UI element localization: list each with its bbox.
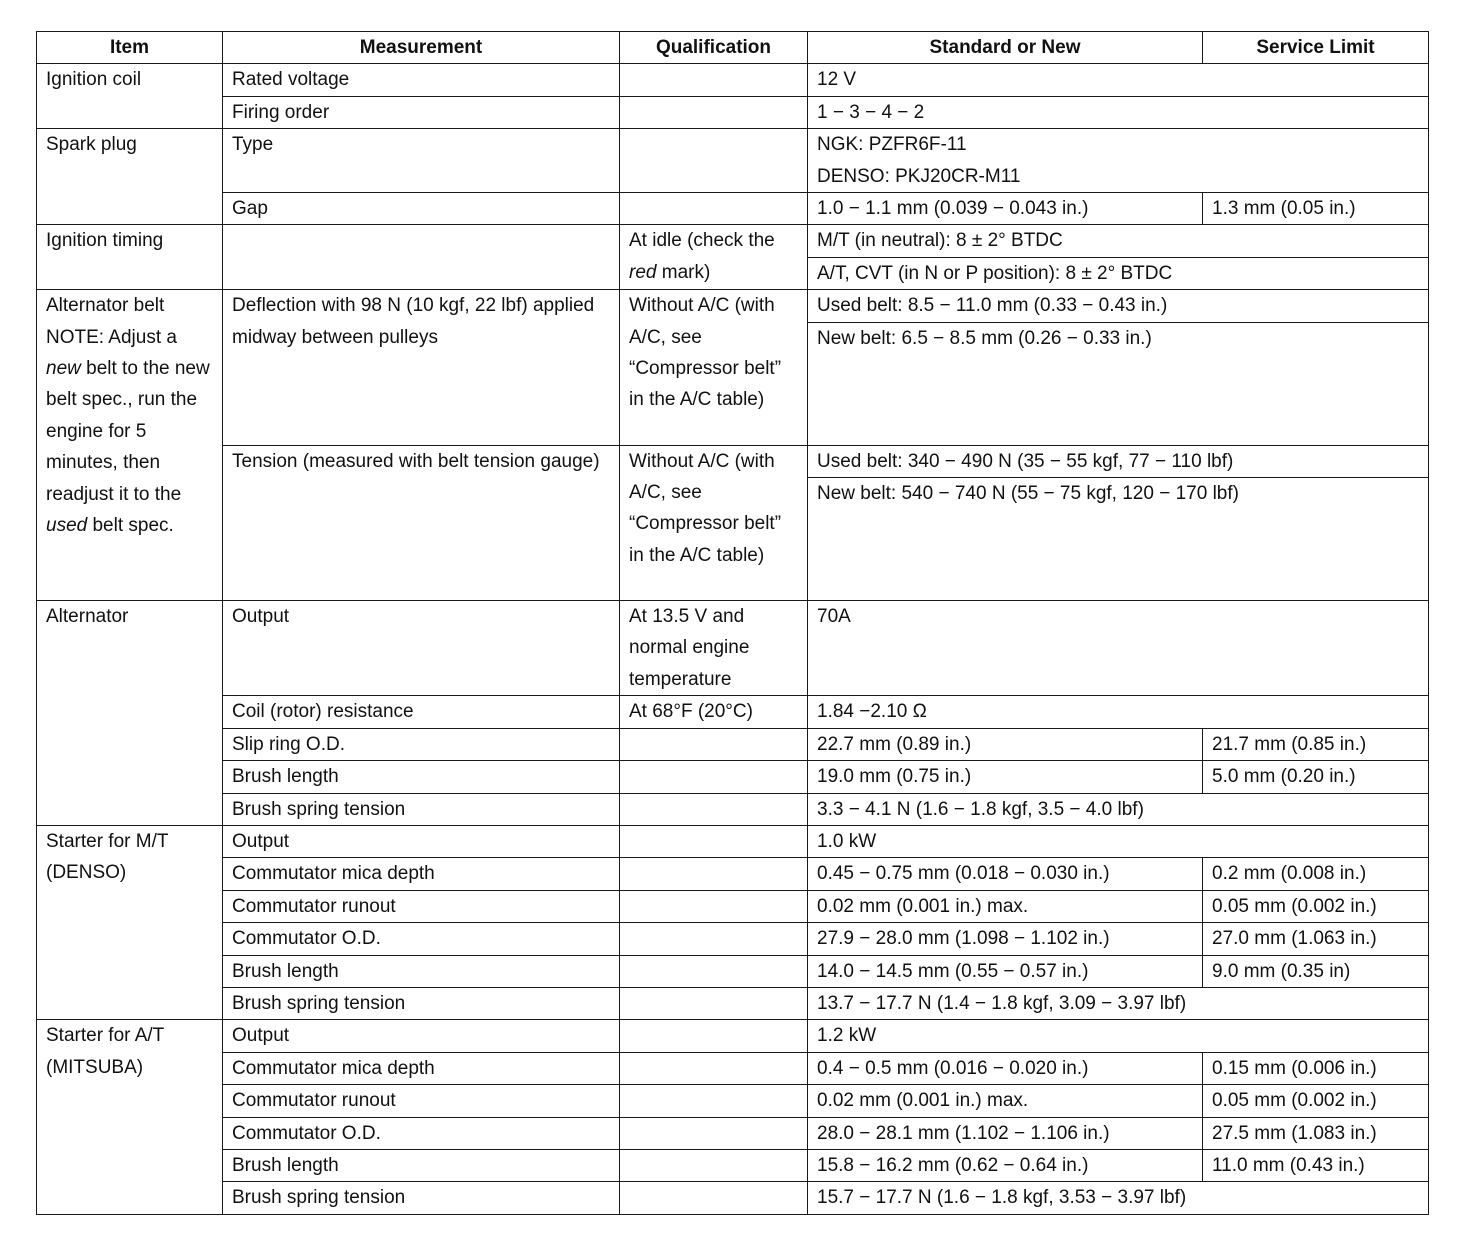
standard-cell: New belt: 6.5 − 8.5 mm (0.26 − 0.33 in.): [808, 322, 1429, 445]
standard-cell: 1.0 − 1.1 mm (0.039 − 0.043 in.): [808, 193, 1203, 225]
service-limit-cell: 5.0 mm (0.20 in.): [1203, 761, 1429, 793]
measurement-cell: Commutator mica depth: [223, 1052, 620, 1084]
measurement-cell: Firing order: [223, 96, 620, 128]
measurement-cell: Brush spring tension: [223, 1182, 620, 1214]
service-limit-cell: 0.2 mm (0.008 in.): [1203, 858, 1429, 890]
measurement-cell: Brush spring tension: [223, 793, 620, 825]
table-row: [37, 1052, 1429, 1084]
service-limit-cell: 9.0 mm (0.35 in): [1203, 955, 1429, 987]
item-cell: Spark plug: [37, 129, 223, 225]
standard-cell: 1.84 −2.10 Ω: [808, 696, 1429, 728]
service-limit-cell: 0.05 mm (0.002 in.): [1203, 890, 1429, 922]
standard-cell: M/T (in neutral): 8 ± 2° BTDC: [808, 225, 1429, 257]
header-service-limit: Service Limit: [1203, 32, 1429, 64]
measurement-cell: Output: [223, 601, 620, 696]
item-cell: [37, 1020, 223, 1214]
table-row: [37, 1020, 1429, 1052]
measurement-cell: Brush length: [223, 955, 620, 987]
table-row: [37, 129, 1429, 193]
standard-cell: Used belt: 8.5 − 11.0 mm (0.33 − 0.43 in.): [808, 290, 1429, 322]
standard-cell: 1.0 kW: [808, 825, 1429, 857]
table-row: [37, 601, 1429, 696]
starter-at-maker: (MITSUBA): [46, 1056, 144, 1078]
table-row: [37, 1117, 1429, 1149]
measurement-cell: Brush length: [223, 761, 620, 793]
measurement-cell: Brush spring tension: [223, 987, 620, 1019]
table-row: [37, 923, 1429, 955]
table-row: [37, 696, 1429, 728]
table-row: [37, 793, 1429, 825]
belt-note-text-3: belt spec.: [87, 515, 174, 537]
table-row: [37, 987, 1429, 1019]
standard-cell: A/T, CVT (in N or P position): 8 ± 2° BTDC: [808, 257, 1429, 289]
qualification-cell: [620, 955, 808, 987]
qualification-cell: [620, 793, 808, 825]
qualification-cell: [620, 858, 808, 890]
measurement-cell: Rated voltage: [223, 64, 620, 96]
standard-cell: New belt: 540 − 740 N (55 − 75 kgf, 120 − 170 lbf): [808, 478, 1429, 601]
header-qualification: Qualification: [620, 32, 808, 64]
standard-cell: 15.8 − 16.2 mm (0.62 − 0.64 in.): [808, 1149, 1203, 1181]
table-row: [37, 761, 1429, 793]
starter-mt-title: Starter for M/T: [46, 830, 169, 852]
belt-note-text: Alternator belt NOTE: Adjust a: [46, 295, 177, 348]
standard-cell: Used belt: 340 − 490 N (35 − 55 kgf, 77 − 110 lbf): [808, 445, 1429, 477]
standard-cell: 0.02 mm (0.001 in.) max.: [808, 890, 1203, 922]
service-limit-cell: 27.5 mm (1.083 in.): [1203, 1117, 1429, 1149]
table-row: [37, 890, 1429, 922]
standard-cell: 1.2 kW: [808, 1020, 1429, 1052]
qualification-cell: [620, 129, 808, 193]
standard-cell: 22.7 mm (0.89 in.): [808, 728, 1203, 760]
measurement-cell: Gap: [223, 193, 620, 225]
table-row: [37, 225, 1429, 257]
qualification-cell: At 68°F (20°C): [620, 696, 808, 728]
standard-cell: 28.0 − 28.1 mm (1.102 − 1.106 in.): [808, 1117, 1203, 1149]
qualification-cell: [620, 1182, 808, 1214]
measurement-cell: Brush length: [223, 1149, 620, 1181]
table-row: [37, 1085, 1429, 1117]
standard-cell: 0.4 − 0.5 mm (0.016 − 0.020 in.): [808, 1052, 1203, 1084]
qualification-cell: [620, 1085, 808, 1117]
belt-note-used: used: [46, 515, 88, 537]
measurement-cell: Commutator runout: [223, 890, 620, 922]
belt-note-text-2: belt to the new belt spec., run the engine for 5 minutes, then readjust it to the: [46, 358, 210, 505]
measurement-cell: Type: [223, 129, 620, 193]
service-limit-cell: 27.0 mm (1.063 in.): [1203, 923, 1429, 955]
measurement-cell: Commutator mica depth: [223, 858, 620, 890]
header-row: [37, 32, 1429, 64]
table-row: [37, 96, 1429, 128]
table-row: [37, 858, 1429, 890]
table-row: [37, 193, 1429, 225]
qualification-cell: [620, 1052, 808, 1084]
item-cell: Ignition timing: [37, 225, 223, 290]
standard-cell: 3.3 − 4.1 N (1.6 − 1.8 kgf, 3.5 − 4.0 lbf): [808, 793, 1429, 825]
starter-at-title: Starter for A/T: [46, 1025, 165, 1047]
table-row: [37, 1149, 1429, 1181]
item-cell: [37, 290, 223, 601]
table-row: [37, 445, 1429, 477]
timing-qual-mark: mark): [656, 261, 711, 283]
qualification-cell: [620, 193, 808, 225]
standard-cell: 19.0 mm (0.75 in.): [808, 761, 1203, 793]
qualification-cell: [620, 1117, 808, 1149]
qualification-cell: [620, 64, 808, 96]
table-row: [37, 1182, 1429, 1214]
standard-cell: 13.7 − 17.7 N (1.4 − 1.8 kgf, 3.09 − 3.97 lbf): [808, 987, 1429, 1019]
standard-cell: 14.0 − 14.5 mm (0.55 − 0.57 in.): [808, 955, 1203, 987]
item-cell: Alternator: [37, 601, 223, 826]
qualification-cell: Without A/C (with A/C, see “Compressor belt” in the A/C table): [620, 445, 808, 600]
standard-cell: 15.7 − 17.7 N (1.6 − 1.8 kgf, 3.53 − 3.97 lbf): [808, 1182, 1429, 1214]
standard-cell: 0.45 − 0.75 mm (0.018 − 0.030 in.): [808, 858, 1203, 890]
qualification-cell: [620, 728, 808, 760]
measurement-cell: Commutator O.D.: [223, 1117, 620, 1149]
standard-cell: 27.9 − 28.0 mm (1.098 − 1.102 in.): [808, 923, 1203, 955]
starter-mt-maker: (DENSO): [46, 862, 127, 884]
qualification-cell: [620, 761, 808, 793]
header-item: Item: [37, 32, 223, 64]
qualification-cell: [620, 890, 808, 922]
measurement-cell: Commutator runout: [223, 1085, 620, 1117]
belt-note-new: new: [46, 358, 81, 380]
standard-cell: 0.02 mm (0.001 in.) max.: [808, 1085, 1203, 1117]
measurement-cell: [223, 225, 620, 290]
spark-plug-ngk: NGK: PZFR6F-11: [817, 134, 967, 156]
measurement-cell: Output: [223, 1020, 620, 1052]
qualification-cell: [620, 96, 808, 128]
spark-plug-denso: DENSO: PKJ20CR-M11: [817, 165, 1021, 187]
qualification-cell: [620, 225, 808, 290]
table-row: [37, 728, 1429, 760]
qualification-cell: [620, 923, 808, 955]
measurement-cell: Tension (measured with belt tension gauge): [223, 445, 620, 600]
timing-qual-red: red: [629, 261, 657, 283]
service-limit-cell: 0.05 mm (0.002 in.): [1203, 1085, 1429, 1117]
standard-cell: [808, 129, 1429, 193]
measurement-cell: Coil (rotor) resistance: [223, 696, 620, 728]
table-row: [37, 290, 1429, 322]
qualification-cell: [620, 1020, 808, 1052]
timing-qual-text: At idle (check the: [629, 230, 775, 252]
service-limit-cell: 0.15 mm (0.006 in.): [1203, 1052, 1429, 1084]
header-standard: Standard or New: [808, 32, 1203, 64]
standard-cell: 12 V: [808, 64, 1429, 96]
header-measurement: Measurement: [223, 32, 620, 64]
service-limit-cell: 1.3 mm (0.05 in.): [1203, 193, 1429, 225]
item-cell: [37, 825, 223, 1019]
measurement-cell: Commutator O.D.: [223, 923, 620, 955]
standard-cell: 70A: [808, 601, 1429, 696]
qualification-cell: [620, 825, 808, 857]
qualification-cell: [620, 987, 808, 1019]
specifications-table: [36, 31, 1429, 1215]
table-row: [37, 825, 1429, 857]
item-cell: Ignition coil: [37, 64, 223, 129]
standard-cell: 1 − 3 − 4 − 2: [808, 96, 1429, 128]
measurement-cell: Slip ring O.D.: [223, 728, 620, 760]
qualification-cell: At 13.5 V and normal engine temperature: [620, 601, 808, 696]
table-row: [37, 64, 1429, 96]
measurement-cell: Output: [223, 825, 620, 857]
qualification-cell: Without A/C (with A/C, see “Compressor belt” in the A/C table): [620, 290, 808, 445]
service-limit-cell: 21.7 mm (0.85 in.): [1203, 728, 1429, 760]
table-row: [37, 955, 1429, 987]
measurement-cell: Deflection with 98 N (10 kgf, 22 lbf) applied midway between pulleys: [223, 290, 620, 445]
qualification-cell: [620, 1149, 808, 1181]
service-limit-cell: 11.0 mm (0.43 in.): [1203, 1149, 1429, 1181]
